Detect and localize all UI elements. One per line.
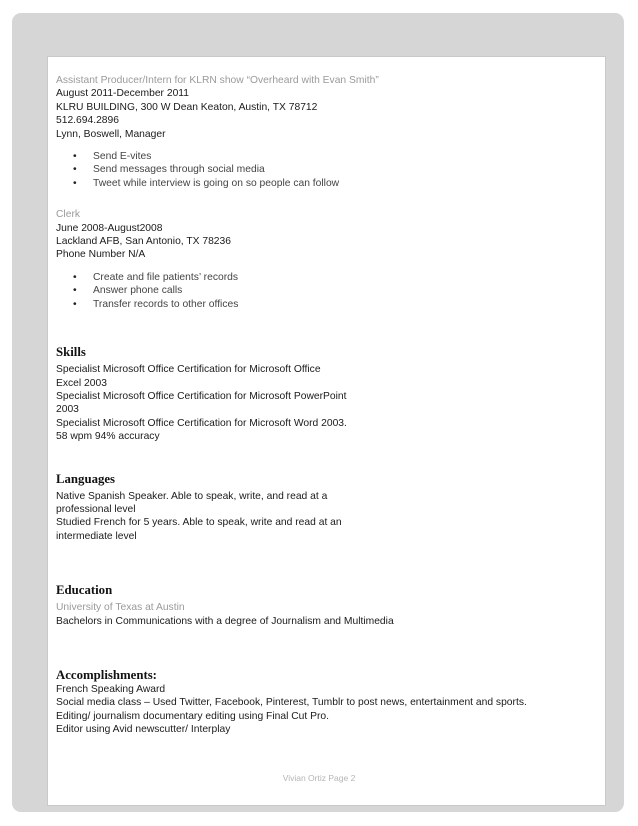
- languages-line: Studied French for 5 years. Able to speak, write and read at an: [56, 517, 342, 529]
- education-section: [56, 583, 576, 628]
- languages-line: intermediate level: [56, 530, 137, 542]
- job-title: Clerk: [56, 209, 81, 221]
- section-heading-languages: Languages: [56, 471, 116, 486]
- job-entry-clerk: [56, 208, 576, 311]
- languages-line: professional level: [56, 503, 136, 515]
- list-item: • Send messages through social media: [56, 163, 576, 176]
- section-heading-skills: Skills: [56, 345, 86, 360]
- skills-line: Specialist Microsoft Office Certification for Microsoft Word 2003.: [56, 417, 347, 429]
- list-item: • Answer phone calls: [56, 284, 576, 297]
- section-heading-education: Education: [56, 583, 113, 598]
- skills-line: Specialist Microsoft Office Certification for Microsoft PowerPoint: [56, 390, 347, 402]
- job-phone: Phone Number N/A: [56, 249, 146, 261]
- languages-section: [56, 472, 576, 544]
- job-address: Lackland AFB, San Antonio, TX 78236: [56, 236, 231, 248]
- job-title: Assistant Producer/Intern for KLRN show “Overheard with Evan Smith”: [56, 75, 379, 86]
- job-contact: Lynn, Boswell, Manager: [56, 128, 166, 140]
- accomplishment-item: Social media class – Used Twitter, Facebook, Pinterest, Tumblr to post news, entertainment and sports.: [56, 697, 527, 709]
- job-entry-klrn: [56, 74, 576, 190]
- degree: Bachelors in Communications with a degree of Journalism and Multimedia: [56, 615, 394, 627]
- section-heading-accomplishments: Accomplishments:: [56, 667, 157, 682]
- list-item: • Tweet while interview is going on so people can follow: [56, 177, 576, 190]
- skills-line: 58 wpm 94% accuracy: [56, 431, 160, 443]
- skills-line: Specialist Microsoft Office Certification for Microsoft Office: [56, 364, 321, 376]
- school-name: University of Texas at Austin: [56, 602, 185, 614]
- skills-section: [56, 345, 576, 443]
- job-address: KLRU BUILDING, 300 W Dean Keaton, Austin, TX 78712: [56, 101, 318, 113]
- resume-content: [56, 74, 576, 737]
- list-item: • Create and file patients’ records: [56, 271, 576, 284]
- skills-line: Excel 2003: [56, 377, 107, 389]
- page-footer: Vivian Ortiz Page 2: [282, 773, 356, 783]
- accomplishment-item: French Speaking Award: [56, 683, 166, 695]
- job-duties-list: [56, 150, 576, 190]
- job-dates: August 2011-December 2011: [56, 88, 189, 100]
- list-item: • Transfer records to other offices: [56, 298, 576, 311]
- languages-line: Native Spanish Speaker. Able to speak, write, and read at a: [56, 490, 328, 502]
- job-dates: June 2008-August2008: [56, 222, 163, 234]
- accomplishment-item: Editing/ journalism documentary editing using Final Cut Pro.: [56, 710, 330, 722]
- job-phone: 512.694.2896: [56, 115, 119, 127]
- accomplishments-section: [56, 668, 576, 737]
- job-duties-list: [56, 271, 576, 311]
- skills-line: 2003: [56, 404, 79, 416]
- list-item: • Send E-vites: [56, 150, 576, 163]
- accomplishment-item: Editor using Avid newscutter/ Interplay: [56, 724, 231, 736]
